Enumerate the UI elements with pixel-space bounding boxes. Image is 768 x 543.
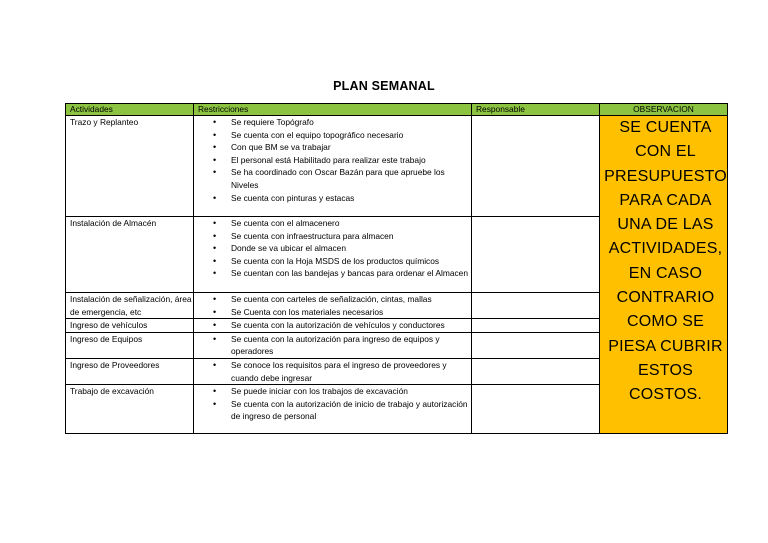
- responsible-cell: [472, 319, 600, 333]
- activity-cell: Trazo y Replanteo: [66, 116, 194, 217]
- restriction-item: • Se cuentan con las bandejas y bancas para ordenar el Almacen: [231, 267, 471, 280]
- restriction-item: • Se ha coordinado con Oscar Bazán para que apruebe los Niveles: [231, 166, 471, 191]
- restriction-item: • Se cuenta con carteles de señalización, cintas, mallas: [231, 293, 471, 306]
- restriction-item: • Se requiere Topógrafo: [231, 116, 471, 129]
- restrictions-list: [198, 385, 471, 423]
- restrictions-list: [198, 293, 471, 318]
- responsible-cell: [472, 217, 600, 293]
- restriction-item: • Se puede iniciar con los trabajos de excavación: [231, 385, 471, 398]
- activity-cell: Ingreso de vehículos: [66, 319, 194, 333]
- restriction-item: • Se cuenta con la autorización de inicio de trabajo y autorización de ingreso de personal: [231, 398, 471, 423]
- responsible-cell: [472, 293, 600, 319]
- responsible-cell: [472, 358, 600, 384]
- restrictions-list: [198, 116, 471, 204]
- restriction-item: • Se cuenta con la Hoja MSDS de los productos químicos: [231, 255, 471, 268]
- activity-cell: Instalación de Almacén: [66, 217, 194, 293]
- restrictions-cell: [194, 319, 472, 333]
- restrictions-list: [198, 359, 471, 384]
- table-row: [66, 116, 728, 217]
- restriction-item: • Se cuenta con la autorización para ingreso de equipos y operadores: [231, 333, 471, 358]
- header-row: [66, 104, 728, 116]
- activity-cell: Trabajo de excavación: [66, 385, 194, 434]
- restrictions-cell: [194, 385, 472, 434]
- restrictions-cell: [194, 293, 472, 319]
- restriction-item: • Se cuenta con la autorización de vehículos y conductores: [231, 319, 471, 332]
- header-responsable: Responsable: [472, 104, 600, 116]
- restriction-item: • Donde se va ubicar el almacen: [231, 242, 471, 255]
- restrictions-list: [198, 217, 471, 280]
- restrictions-list: [198, 333, 471, 358]
- restrictions-cell: [194, 358, 472, 384]
- responsible-cell: [472, 332, 600, 358]
- responsible-cell: [472, 385, 600, 434]
- activity-cell: Ingreso de Proveedores: [66, 358, 194, 384]
- observation-text: SE CUENTA CON EL PRESUPUESTO PARA CADA UNA DE LAS ACTIVIDADES, EN CASO CONTRARIO COMO SE PIESA CUBRIR ESTOS COSTOS.: [604, 119, 727, 404]
- restrictions-cell: [194, 116, 472, 217]
- restrictions-cell: [194, 217, 472, 293]
- header-actividades: Actividades: [66, 104, 194, 116]
- restrictions-cell: [194, 332, 472, 358]
- plan-table: [65, 103, 728, 434]
- activity-cell: Instalación de señalización, área de emergencia, etc: [66, 293, 194, 319]
- restrictions-list: [198, 319, 471, 332]
- restriction-item: • Se cuenta con infraestructura para almacen: [231, 230, 471, 243]
- restriction-item: • Se cuenta con el almacenero: [231, 217, 471, 230]
- responsible-cell: [472, 116, 600, 217]
- header-observacion: OBSERVACION: [600, 104, 728, 116]
- header-restricciones: Restricciones: [194, 104, 472, 116]
- restriction-item: • Se Cuenta con los materiales necesarios: [231, 306, 471, 319]
- restriction-item: • Con que BM se va trabajar: [231, 141, 471, 154]
- activity-cell: Ingreso de Equipos: [66, 332, 194, 358]
- restriction-item: • El personal está Habilitado para realizar este trabajo: [231, 154, 471, 167]
- restriction-item: • Se conoce los requisitos para el ingreso de proveedores y cuando debe ingresar: [231, 359, 471, 384]
- restriction-item: • Se cuenta con pinturas y estacas: [231, 192, 471, 205]
- document-title: PLAN SEMANAL: [333, 79, 435, 93]
- observation-cell: [600, 116, 728, 434]
- restriction-item: • Se cuenta con el equipo topográfico necesario: [231, 129, 471, 142]
